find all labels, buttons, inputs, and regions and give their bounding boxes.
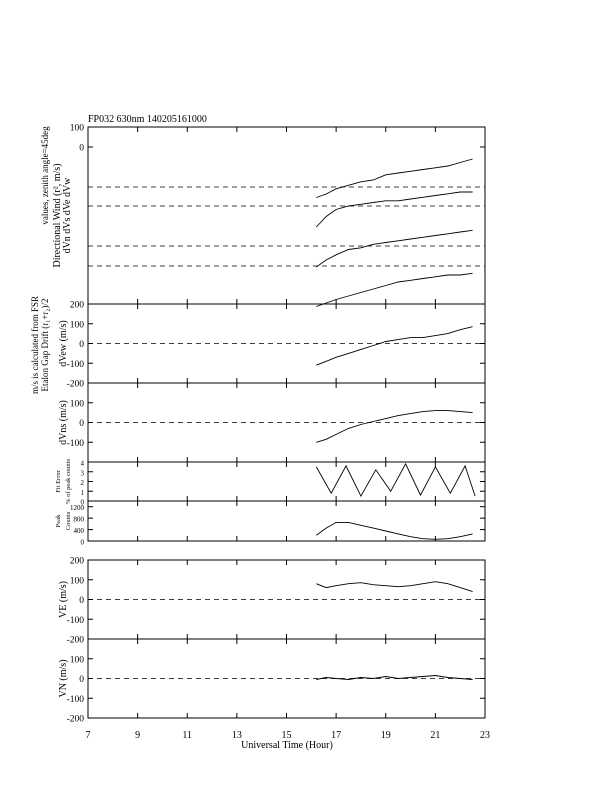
x-tick-label: 15 [281,730,292,741]
left-note-line2: Etalon Gap Drift (r₁+r₂)/2 [40,298,50,392]
x-tick-label: 19 [380,730,391,741]
ve-y-tick-label: 100 [69,576,84,587]
ve-series-0 [316,582,472,592]
vn-y-label: VN (m/s) [58,659,69,698]
directional-series-dVe [316,192,472,227]
directional-series-dVs [316,230,472,267]
peak-y-tick-label: 800 [73,515,84,524]
dvns-series-0 [316,411,472,443]
peak-y-tick-label: 400 [73,527,84,536]
dvew-y-tick-label: -200 [66,379,84,390]
ve-y-tick-label: 200 [69,556,84,567]
x-tick-label: 9 [135,730,141,741]
directional-y-tick-label: 0 [79,143,84,154]
directional-y-tick-label: 200 [69,300,84,311]
directional-y-label: Directional Wind (r², m/s) [52,163,63,268]
peak-y-tick-label: 1200 [70,504,84,513]
fiterror-y-tick-label: 1 [80,488,84,497]
dvns-y-tick-label: 100 [69,399,84,410]
fiterror-y-label2: % of peak counts [65,459,72,504]
peak-y-label: Peak [55,514,62,528]
directional-y-label2: dVn dVs dVe dVw [62,177,73,254]
vn-y-tick-label: -200 [66,714,84,725]
x-tick-label: 17 [331,730,342,741]
ve-y-label: VE (m/s) [58,581,69,618]
dvew-y-tick-label: 0 [79,340,84,350]
directional-y-tick-label: 100 [69,123,84,134]
directional-series-dVn [316,273,472,306]
directional-frame [88,127,485,304]
dvns-y-label: dVns (m/s) [58,400,69,445]
vn-series-0 [316,676,472,680]
vn-y-tick-label: -100 [66,694,84,705]
x-axis-label: Universal Time (Hour) [241,740,333,751]
fiterror-y-tick-label: 2 [80,479,84,487]
fiterror-y-tick-label: 0 [80,498,84,507]
ve-y-tick-label: 0 [79,596,84,606]
peak-frame [88,501,485,541]
x-tick-label: 7 [85,730,91,741]
fiterror-series-0 [316,464,475,496]
left-note-line1: m/s is calculated from FSR [30,296,40,394]
directional-header-note: values, zenith angle=45deg [40,126,50,225]
x-tick-label: 11 [182,730,193,741]
peak-series-0 [316,522,472,539]
ve-y-tick-label: -100 [66,615,84,626]
panels [40,124,490,742]
peak-y-tick-label: 0 [80,538,84,547]
fiterror-y-label: Fit Error [55,470,62,493]
x-tick-label: 23 [480,730,490,741]
x-tick-label: 13 [231,730,242,741]
peak-y-label2: Counts [65,511,72,531]
directional-series-dVw [316,159,472,198]
dvew-y-tick-label: -100 [66,359,84,370]
dvew-y-tick-label: 100 [69,320,84,331]
dvns-y-tick-label: 0 [79,419,84,429]
dvns-y-tick-label: -100 [66,438,84,449]
chart-title: FP032 630nm 140205161000 [88,114,207,125]
vn-y-tick-label: 100 [69,655,84,666]
dvew-series-0 [316,327,472,366]
x-tick-label: 21 [430,730,441,741]
dvew-y-label: dVew (m/s) [58,320,69,367]
ve-y-tick-label: -200 [66,635,84,646]
vn-y-tick-label: 0 [79,675,84,685]
fiterror-y-tick-label: 4 [80,459,84,468]
fiterror-frame [88,462,485,501]
fiterror-y-tick-label: 3 [80,469,84,478]
